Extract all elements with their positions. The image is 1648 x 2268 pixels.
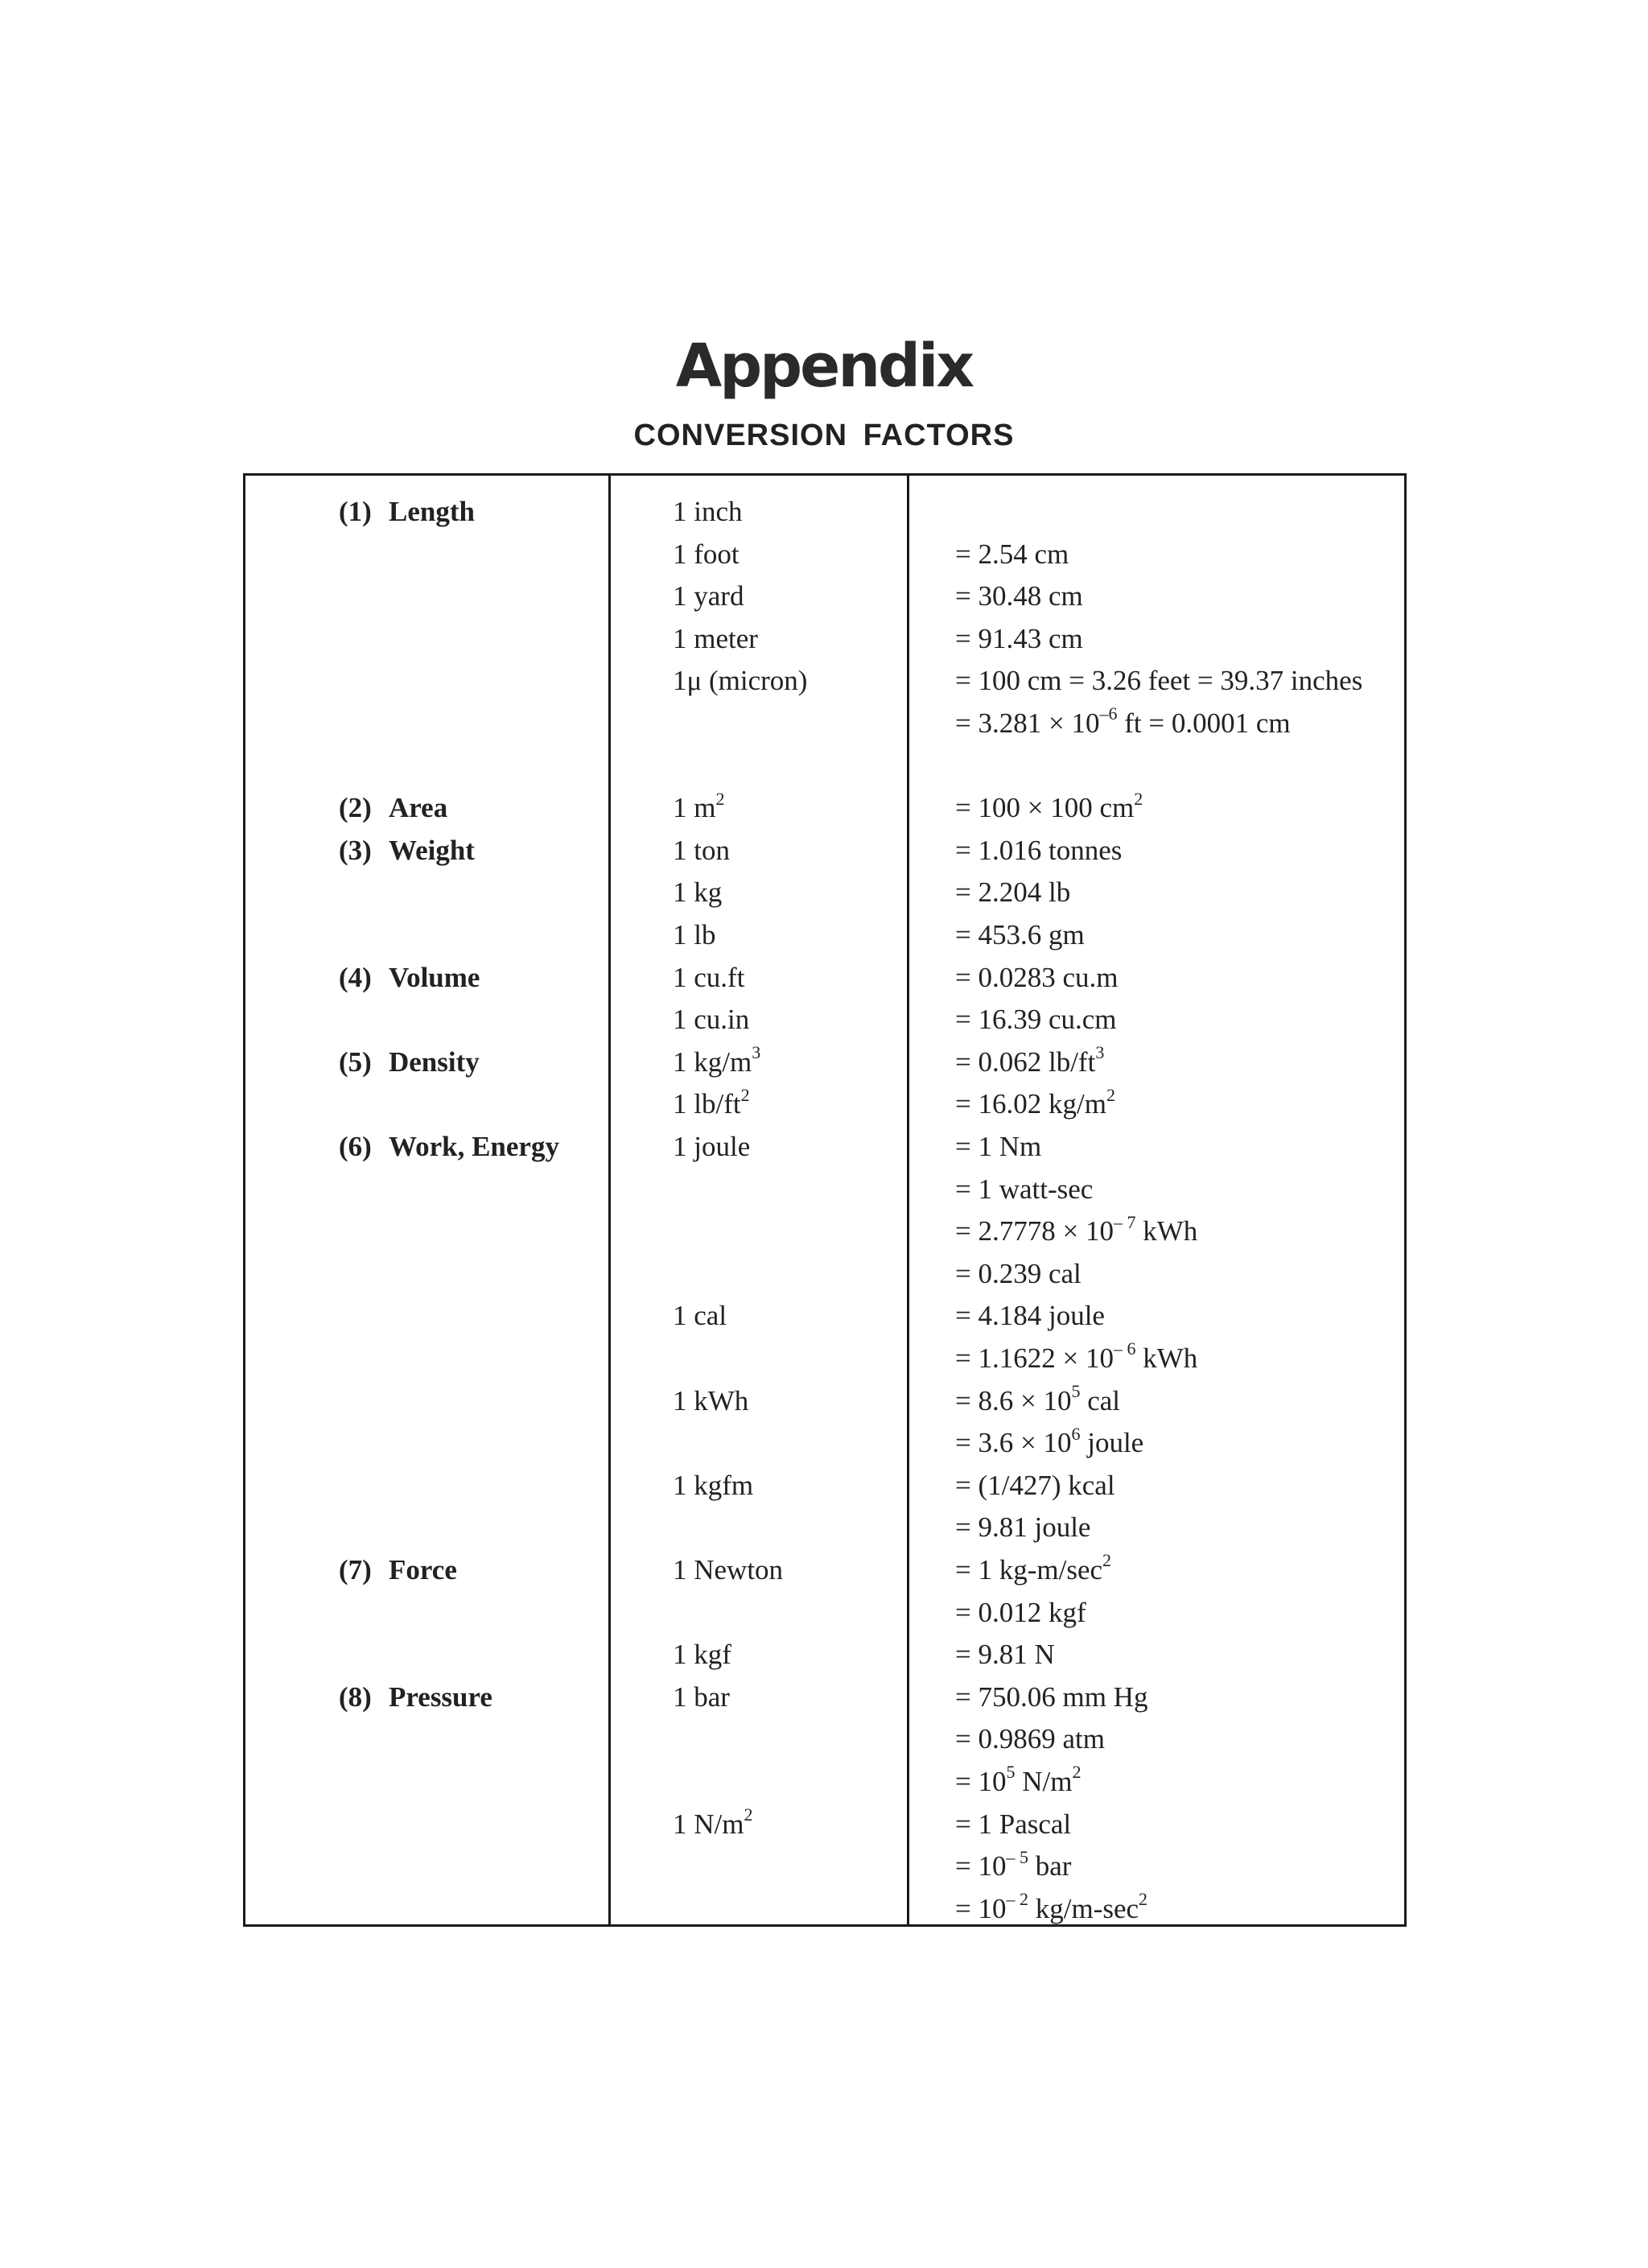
table-row	[245, 1464, 1404, 1507]
category-label	[339, 490, 475, 533]
table-row	[245, 829, 1404, 872]
category-label	[339, 1125, 559, 1168]
equivalent-cell: = 100 × 100 $cm^2$	[955, 788, 1143, 824]
page-subtitle: CONVERSION FACTORS	[633, 419, 1015, 452]
equivalent-cell: = 100 cm = 3.26 feet = 39.37 inches	[955, 665, 1363, 697]
equivalent-cell: = 1 Nm	[955, 1131, 1042, 1162]
table-row	[245, 1760, 1404, 1803]
table-row	[245, 1548, 1404, 1591]
category-number: (8)	[339, 1680, 372, 1713]
equivalent-cell: = 1.016 tonnes	[955, 834, 1123, 866]
unit-cell: 1 lb	[673, 919, 716, 950]
unit-cell: 1 kgfm	[673, 1469, 754, 1501]
unit-cell: 1 $m^2$	[673, 788, 725, 824]
unit-cell: 1μ (micron)	[673, 665, 808, 697]
unit-cell: 1 kWh	[673, 1384, 749, 1416]
table-row	[245, 1591, 1404, 1634]
category-label	[339, 1548, 457, 1591]
table-row	[245, 1845, 1404, 1887]
category-number: (4)	[339, 961, 372, 993]
equivalent-cell: = 30.48 cm	[955, 580, 1083, 612]
category-number: (2)	[339, 792, 372, 824]
table-row	[245, 575, 1404, 617]
table-row	[245, 1887, 1404, 1930]
equivalent-cell: = (1/427) kcal	[955, 1469, 1115, 1501]
table-row	[245, 702, 1404, 744]
table-row	[245, 956, 1404, 999]
table-row	[245, 786, 1404, 829]
category-name: Volume	[389, 961, 480, 993]
category-name: Work, Energy	[389, 1131, 559, 1162]
unit-cell: 1 meter	[673, 622, 758, 654]
equivalent-cell: = 0.239 cal	[955, 1257, 1082, 1289]
table-row	[245, 1633, 1404, 1676]
category-label	[339, 956, 480, 999]
equivalent-cell: = 1 Pascal	[955, 1808, 1072, 1840]
unit-cell: 1 cal	[673, 1300, 727, 1332]
category-name: Weight	[389, 834, 475, 866]
unit-cell: 1 ton	[673, 834, 730, 866]
equivalent-cell: = $8.6 \times 10^5$ cal	[955, 1380, 1121, 1416]
table-row	[245, 533, 1404, 575]
equivalent-cell: = 453.6 gm	[955, 919, 1085, 950]
equivalent-cell: = 0.012 kgf	[955, 1596, 1086, 1628]
equivalent-cell: = 1 $kg-m/\sec^2$	[955, 1550, 1112, 1586]
equivalent-cell: = $10^{- 2}$ $kg/m-\sec^2$	[955, 1889, 1148, 1924]
table-row	[245, 744, 1404, 787]
unit-cell: 1 foot	[673, 538, 740, 570]
equivalent-cell: = $3.6 \times 10^6$ joule	[955, 1423, 1144, 1459]
equivalent-cell: = $10^5$ $N/m^2$	[955, 1762, 1082, 1797]
equivalent-cell: = 16.02 $kg/m^2$	[955, 1084, 1115, 1120]
category-name: Area	[389, 792, 448, 824]
unit-cell: 1 inch	[673, 496, 743, 527]
equivalent-cell: = 2.54 cm	[955, 538, 1069, 570]
equivalent-cell: = 0.9869 atm	[955, 1723, 1105, 1755]
unit-cell: 1 bar	[673, 1680, 730, 1713]
table-row	[245, 1506, 1404, 1548]
equivalent-cell: = 750.06 mm Hg	[955, 1680, 1148, 1713]
unit-cell: 1 joule	[673, 1131, 751, 1162]
table-row	[245, 998, 1404, 1041]
table-row	[245, 1337, 1404, 1379]
equivalent-cell: = $10^{- 5}$ bar	[955, 1846, 1072, 1882]
unit-cell: 1 Newton	[673, 1554, 784, 1586]
equivalent-cell: = 16.39 cu.cm	[955, 1004, 1117, 1036]
category-number: (1)	[339, 496, 372, 527]
table-row	[245, 1421, 1404, 1464]
unit-cell: 1 $kg/m^3$	[673, 1042, 761, 1078]
category-number: (5)	[339, 1045, 372, 1078]
category-name: Force	[389, 1554, 457, 1586]
table-row	[245, 659, 1404, 702]
category-number: (7)	[339, 1554, 372, 1586]
category-number: (3)	[339, 834, 372, 866]
category-number: (6)	[339, 1131, 372, 1162]
equivalent-cell: = 0.0283 cu.m	[955, 961, 1119, 993]
category-label	[339, 1041, 480, 1083]
equivalent-cell: = 1 watt-sec	[955, 1173, 1094, 1205]
table-row	[245, 1210, 1404, 1252]
table-row	[245, 617, 1404, 660]
table-row	[245, 1379, 1404, 1422]
conversion-table	[243, 473, 1407, 1927]
equivalent-cell: = $1.1622 \times 10^{- 6}$ kWh	[955, 1338, 1198, 1374]
table-row	[245, 1717, 1404, 1760]
table-row	[245, 490, 1404, 533]
table-row	[245, 1168, 1404, 1210]
category-name: Pressure	[389, 1680, 492, 1713]
unit-cell: 1 cu.in	[673, 1004, 750, 1036]
equivalent-cell: = 0.062 $lb/ft^3$	[955, 1042, 1105, 1078]
unit-cell: 1 kg	[673, 876, 723, 909]
equivalent-cell: = 4.184 joule	[955, 1300, 1105, 1332]
equivalent-cell: = 9.81 joule	[955, 1511, 1091, 1544]
table-row	[245, 1082, 1404, 1125]
table-row	[245, 1803, 1404, 1845]
equivalent-cell: = 2.204 lb	[955, 876, 1071, 909]
equivalent-cell: = $2.7778 \times 10^{- 7}$ kWh	[955, 1211, 1198, 1247]
table-row	[245, 871, 1404, 913]
category-label	[339, 786, 447, 829]
table-row	[245, 1676, 1404, 1718]
category-label	[339, 829, 475, 872]
category-name: Density	[389, 1045, 480, 1078]
unit-cell: 1 $lb/ft^2$	[673, 1084, 750, 1120]
equivalent-cell: = $3.281 \times 10^{-6}$ ft = 0.0001 cm	[955, 703, 1291, 739]
table-row	[245, 1041, 1404, 1083]
equivalent-cell: = 9.81 N	[955, 1639, 1055, 1671]
table-row	[245, 913, 1404, 956]
unit-cell: 1 kgf	[673, 1639, 731, 1671]
table-row	[245, 1294, 1404, 1337]
table-row	[245, 1125, 1404, 1168]
unit-cell: 1 yard	[673, 580, 744, 612]
page-title: Appendix	[675, 332, 973, 401]
unit-cell: 1 cu.ft	[673, 961, 745, 993]
table-row	[245, 1252, 1404, 1295]
unit-cell: 1 $N/m^2$	[673, 1804, 753, 1840]
category-label	[339, 1676, 492, 1718]
category-name: Length	[389, 496, 475, 527]
equivalent-cell: = 91.43 cm	[955, 622, 1083, 654]
